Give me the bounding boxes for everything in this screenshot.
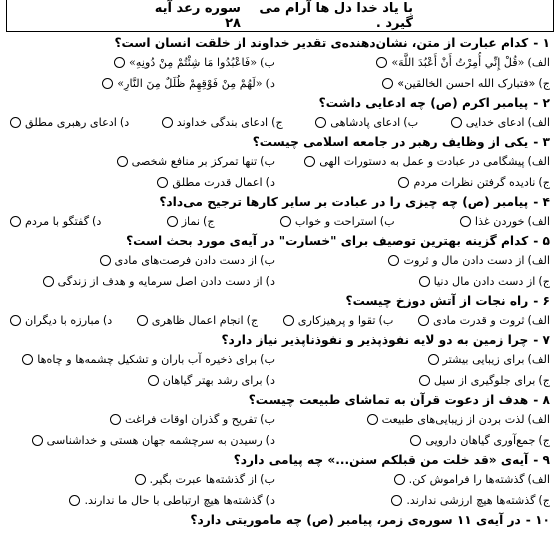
option-letter: الف) — [527, 314, 550, 327]
option-d[interactable] — [10, 73, 275, 94]
radio-button[interactable] — [22, 354, 33, 365]
question-title — [10, 133, 550, 151]
option-d[interactable] — [10, 430, 275, 451]
radio-button[interactable] — [69, 495, 80, 506]
radio-button[interactable] — [419, 375, 430, 386]
option-b[interactable] — [10, 250, 275, 271]
header-verse-reference: سوره رعد آیه ۲۸ — [154, 0, 241, 31]
question-number: ۵ - — [533, 234, 550, 248]
option-letter: د) — [265, 494, 275, 507]
option-letter: د) — [265, 275, 275, 288]
option-text: خوردن غذا — [474, 215, 525, 228]
radio-button[interactable] — [451, 117, 462, 128]
option-letter: د) — [265, 77, 275, 90]
option-letter: ج) — [538, 275, 550, 288]
option-c[interactable] — [285, 430, 550, 451]
option-text: «قُلْ إِنِّي أُمِرْتُ أَنْ أَعْبُدَ اللَّهَ» — [391, 56, 525, 69]
question-list — [0, 32, 560, 529]
option-letter: ب) — [260, 56, 275, 69]
question-number: ۱ - — [533, 36, 550, 50]
option-d[interactable] — [10, 310, 112, 331]
option-text: پیشگامی در عبادت و عمل به دستورات الهی — [319, 155, 525, 168]
question-title — [10, 193, 550, 211]
option-letter: ب) — [260, 413, 275, 426]
option-text: از دست دادن فرصت‌های مادی — [114, 254, 258, 267]
option-d[interactable] — [10, 211, 101, 232]
radio-button[interactable] — [157, 177, 168, 188]
option-letter: الف) — [527, 215, 550, 228]
option-text: لذت بردن از زیبایی‌های طبیعت — [381, 413, 525, 426]
radio-button[interactable] — [167, 216, 178, 227]
option-text: تنها تمرکز بر منافع شخصی — [131, 155, 258, 168]
options-grid — [10, 409, 550, 451]
options-grid — [10, 250, 550, 292]
question-title — [10, 34, 550, 52]
option-letter: ب) — [260, 353, 275, 366]
option-text: از دست دادن اصل سرمایه و هدف از زندگی — [57, 275, 263, 288]
radio-button[interactable] — [419, 276, 430, 287]
option-c[interactable] — [137, 310, 258, 331]
radio-button[interactable] — [388, 255, 399, 266]
question-text: هدف از دعوت قرآن به تماشای طبیعت چیست؟ — [248, 393, 529, 407]
option-text: گذشته‌ها را فراموش کن. — [408, 473, 525, 486]
option-text: ادعای رهبری مطلق — [25, 116, 117, 129]
option-a[interactable] — [285, 52, 550, 73]
option-text: ادعای بندگی خداوند — [176, 116, 269, 129]
option-letter: ج) — [203, 215, 215, 228]
radio-button[interactable] — [162, 117, 173, 128]
question-title — [10, 331, 550, 349]
options-row — [10, 310, 550, 331]
option-letter: الف) — [527, 473, 550, 486]
option-b[interactable] — [10, 409, 275, 430]
option-b[interactable] — [10, 52, 275, 73]
option-a[interactable] — [285, 349, 550, 370]
question-text: چرا زمین به دو لایه نفوذپذیر و نفوذناپذیر نیاز دارد؟ — [221, 333, 529, 347]
option-d[interactable] — [10, 271, 275, 292]
radio-button[interactable] — [428, 354, 439, 365]
radio-button[interactable] — [382, 78, 393, 89]
radio-button[interactable] — [117, 156, 128, 167]
option-c[interactable] — [285, 370, 550, 391]
radio-button[interactable] — [304, 156, 315, 167]
option-c[interactable] — [162, 112, 283, 133]
options-grid — [10, 469, 550, 511]
option-text: «لَهُمْ مِنْ فَوْقِهِمْ ظُلَلٌ مِنَ النَّارِ» — [117, 77, 263, 90]
radio-button[interactable] — [10, 117, 21, 128]
question-text: راه نجات از آتش دوزخ چیست؟ — [345, 294, 529, 308]
question-text: کدام گزینه بهترین توصیف برای "خسارت" در آیه‌ی مورد بحث است؟ — [126, 234, 529, 248]
radio-button[interactable] — [418, 315, 429, 326]
question-text: پیامبر اکرم (ص) چه ادعایی داشت؟ — [318, 96, 529, 110]
option-text: استراحت و خواب — [294, 215, 377, 228]
radio-button[interactable] — [137, 315, 148, 326]
option-d[interactable] — [10, 370, 275, 391]
option-text: نادیده گرفتن نظرات مردم — [413, 176, 536, 189]
option-text: انجام اعمال ظاهری — [151, 314, 244, 327]
question-title — [10, 94, 550, 112]
radio-button[interactable] — [110, 414, 121, 425]
option-d[interactable] — [10, 490, 275, 511]
option-letter: د) — [265, 434, 275, 447]
question-number: ۴ - — [533, 195, 550, 209]
option-letter: الف) — [527, 116, 550, 129]
question-number: ۸ - — [533, 393, 550, 407]
option-b[interactable] — [10, 469, 275, 490]
option-letter: ب) — [260, 254, 275, 267]
option-letter: الف) — [527, 353, 550, 366]
question-5 — [10, 232, 550, 292]
radio-button[interactable] — [135, 474, 146, 485]
option-letter: ج) — [246, 314, 259, 327]
radio-button[interactable] — [410, 435, 421, 446]
question-4 — [10, 193, 550, 232]
option-letter: الف) — [527, 254, 550, 267]
option-text: از گذشته‌ها عبرت بگیر. — [149, 473, 258, 486]
radio-button[interactable] — [100, 255, 111, 266]
option-c[interactable] — [285, 172, 550, 193]
option-b[interactable] — [315, 112, 418, 133]
option-text: از دست دادن مال و ثروت — [403, 254, 525, 267]
option-text: ادعای خدایی — [465, 116, 525, 129]
page-header — [6, 0, 554, 32]
option-text: گفتگو با مردم — [25, 215, 90, 228]
question-title — [10, 451, 550, 469]
radio-button[interactable] — [10, 216, 21, 227]
radio-button[interactable] — [114, 57, 125, 68]
question-2 — [10, 94, 550, 133]
option-letter: ج) — [538, 434, 550, 447]
option-letter: د) — [102, 314, 113, 327]
option-a[interactable] — [460, 211, 550, 232]
question-number: ۷ - — [533, 333, 550, 347]
option-letter: ب) — [378, 314, 394, 327]
question-8 — [10, 391, 550, 451]
options-row — [10, 211, 550, 232]
option-c[interactable] — [285, 73, 550, 94]
option-letter: الف) — [527, 56, 550, 69]
option-text: از دست دادن مال دنیا — [433, 275, 536, 288]
question-3 — [10, 133, 550, 193]
option-b[interactable] — [10, 349, 275, 370]
question-text: در آیه‌ی ۱۱ سوره‌ی زمر، پیامبر (ص) چه ماموریتی دارد؟ — [190, 513, 521, 527]
option-text: جمع‌آوری گیاهان دارویی — [425, 434, 536, 447]
question-9 — [10, 451, 550, 511]
radio-button[interactable] — [283, 315, 294, 326]
question-title — [10, 391, 550, 409]
option-text: تفریح و گذران اوقات فراغت — [124, 413, 258, 426]
radio-button[interactable] — [460, 216, 471, 227]
option-d[interactable] — [10, 172, 275, 193]
question-title — [10, 292, 550, 310]
option-letter: ج) — [538, 176, 550, 189]
question-7 — [10, 331, 550, 391]
option-text: مبارزه با دیگران — [25, 314, 100, 327]
option-letter: ج) — [538, 77, 550, 90]
option-text: برای رشد بهتر گیاهان — [162, 374, 263, 387]
question-6 — [10, 292, 550, 331]
option-letter: ب) — [403, 116, 419, 129]
radio-button[interactable] — [10, 315, 21, 326]
radio-button[interactable] — [43, 276, 54, 287]
option-b[interactable] — [280, 211, 395, 232]
option-b[interactable] — [10, 151, 275, 172]
question-title — [10, 511, 550, 529]
option-text: برای زیبایی بیشتر — [442, 353, 525, 366]
option-letter: الف) — [527, 155, 550, 168]
option-a[interactable] — [285, 469, 550, 490]
option-text: برای ذخیره آب باران و تشکیل چشمه‌ها و چاه‌ها — [37, 353, 258, 366]
option-letter: ج) — [271, 116, 283, 129]
question-number: ۶ - — [533, 294, 550, 308]
radio-button[interactable] — [391, 495, 402, 506]
option-a[interactable] — [285, 151, 550, 172]
question-text: کدام عبارت از متن، نشان‌دهنده‌ی تقدیر خداوند از خلقت انسان است؟ — [114, 36, 529, 50]
options-row — [10, 112, 550, 133]
option-letter: ج) — [538, 494, 550, 507]
option-a[interactable] — [285, 409, 550, 430]
option-text: اعمال قدرت مطلق — [172, 176, 263, 189]
question-title — [10, 232, 550, 250]
option-letter: ب) — [260, 155, 275, 168]
option-letter: ب) — [260, 473, 275, 486]
option-text: «فَاعْبُدُوا مَا شِئْتُمْ مِنْ دُونِهِ» — [129, 56, 258, 69]
option-c[interactable] — [285, 271, 550, 292]
option-letter: د) — [119, 116, 130, 129]
option-letter: ج) — [538, 374, 550, 387]
option-text: «فتبارک الله احسن الخالقین» — [397, 77, 536, 90]
radio-button[interactable] — [102, 78, 113, 89]
option-letter: د) — [265, 176, 275, 189]
option-a[interactable] — [451, 112, 550, 133]
radio-button[interactable] — [367, 414, 378, 425]
options-grid — [10, 52, 550, 94]
option-letter: د) — [92, 215, 102, 228]
option-b[interactable] — [283, 310, 394, 331]
question-number: ۲ - — [533, 96, 550, 110]
option-letter: ب) — [379, 215, 395, 228]
option-a[interactable] — [285, 250, 550, 271]
radio-button[interactable] — [32, 435, 43, 446]
question-number: ۳ - — [533, 135, 550, 149]
option-text: ادعای پادشاهی — [330, 116, 401, 129]
options-grid — [10, 151, 550, 193]
question-text: آیه‌ی «قد خلت من قبلکم سنن...» چه پیامی دارد؟ — [233, 453, 529, 467]
option-c[interactable] — [285, 490, 550, 511]
question-text: یکی از وظایف رهبر در جامعه اسلامی چیست؟ — [252, 135, 529, 149]
radio-button[interactable] — [148, 375, 159, 386]
question-text: پیامبر (ص) چه چیزی را در عبادت بر سایر کارها ترجیح می‌داد؟ — [159, 195, 529, 209]
question-1 — [10, 34, 550, 94]
option-a[interactable] — [418, 310, 550, 331]
option-text: تقوا و پرهیزکاری — [297, 314, 376, 327]
option-c[interactable] — [167, 211, 215, 232]
radio-button[interactable] — [315, 117, 326, 128]
option-letter: د) — [265, 374, 275, 387]
option-text: برای جلوگیری از سیل — [433, 374, 536, 387]
question-number: ۱۰ - — [525, 513, 550, 527]
radio-button[interactable] — [376, 57, 387, 68]
options-grid — [10, 349, 550, 391]
option-text: گذشته‌ها هیچ ارتباطی با حال ما ندارند. — [84, 494, 263, 507]
question-number: ۹ - — [533, 453, 550, 467]
option-text: گذشته‌ها هیچ ارزشی ندارند. — [406, 494, 536, 507]
radio-button[interactable] — [398, 177, 409, 188]
radio-button[interactable] — [280, 216, 291, 227]
option-text: نماز — [181, 215, 201, 228]
option-letter: الف) — [527, 413, 550, 426]
header-motto: با یاد خدا دل ها آرام می گیرد . — [259, 0, 413, 31]
option-text: رسیدن به سرچشمه جهان هستی و خداشناسی — [46, 434, 263, 447]
question-10 — [10, 511, 550, 529]
option-text: ثروت و قدرت مادی — [432, 314, 525, 327]
radio-button[interactable] — [394, 474, 405, 485]
option-d[interactable] — [10, 112, 129, 133]
